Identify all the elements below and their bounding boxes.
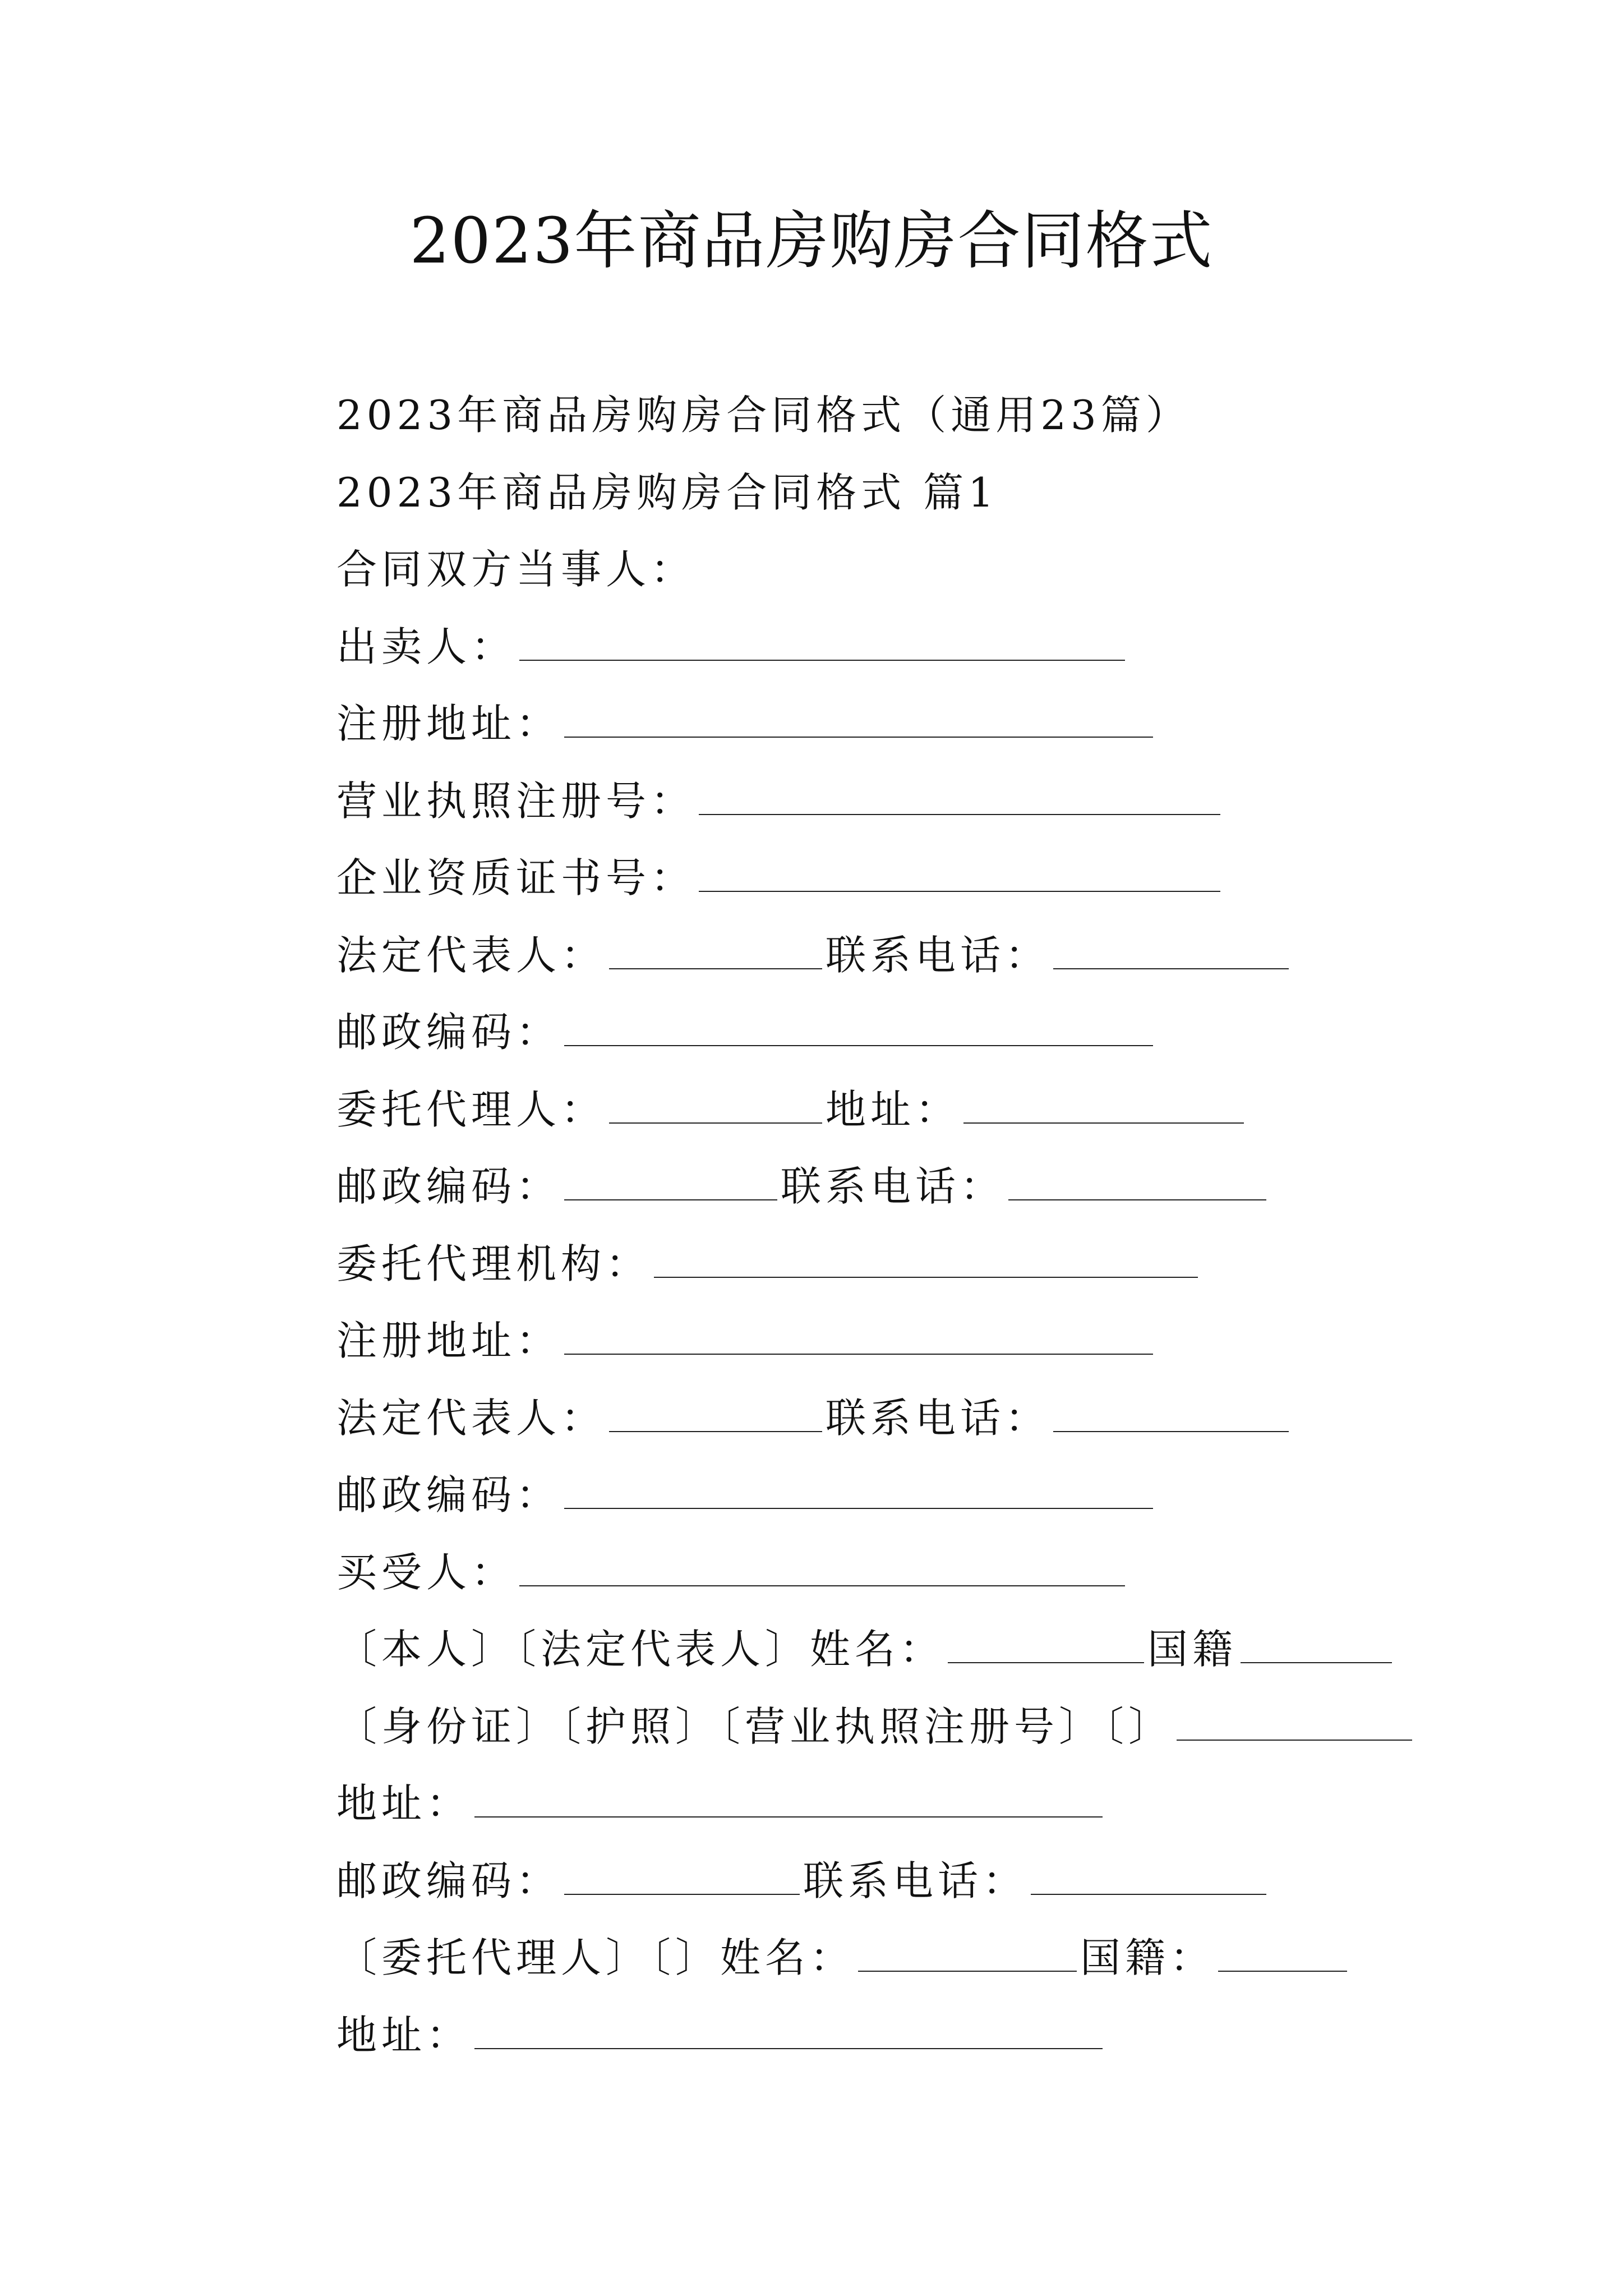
fill-in-blank [699, 854, 1220, 892]
fill-in-blank [564, 1317, 1153, 1355]
text-line [336, 994, 1458, 1071]
line-text: 地址： [336, 2011, 472, 2059]
line-text: 注册地址： [336, 1317, 561, 1364]
text-line [336, 685, 1458, 763]
line-text: 合同双方当事人： [336, 546, 696, 593]
fill-in-blank [609, 1394, 822, 1432]
line-text: 〔委托代理人〕〔〕姓名： [336, 1934, 855, 1981]
text-line [336, 609, 1458, 686]
line-text: 2023年商品房购房合同格式 篇1 [336, 468, 998, 516]
text-line [336, 1843, 1458, 1920]
fill-in-blank [564, 1008, 1153, 1046]
fill-in-blank [609, 931, 822, 969]
line-text: 地址： [826, 1085, 961, 1133]
line-text: 法定代表人： [336, 1394, 606, 1442]
text-line [336, 377, 1458, 454]
text-line [336, 1457, 1458, 1534]
line-text: 委托代理人： [336, 1085, 606, 1133]
document-body [336, 377, 1458, 2074]
fill-in-blank [564, 1471, 1153, 1509]
text-line [336, 1303, 1458, 1380]
text-line [336, 454, 1458, 532]
fill-in-blank [948, 1625, 1144, 1663]
fill-in-blank [564, 1857, 800, 1895]
line-text: 法定代表人： [336, 931, 606, 979]
line-text: 国籍： [1080, 1934, 1215, 1981]
text-line [336, 1611, 1458, 1688]
line-text: 联系电话： [781, 1163, 1006, 1210]
text-line [336, 1226, 1458, 1303]
fill-in-blank [519, 1548, 1125, 1586]
line-text: 邮政编码： [336, 1471, 561, 1519]
fill-in-blank [564, 1162, 777, 1200]
text-line [336, 531, 1458, 609]
line-text: 〔本人〕〔法定代表人〕姓名： [336, 1626, 945, 1673]
fill-in-blank [1008, 1162, 1266, 1200]
text-line [336, 1688, 1458, 1766]
line-text: 2023年商品房购房合同格式（通用23篇） [336, 392, 1191, 439]
fill-in-blank [858, 1934, 1077, 1972]
fill-in-blank [474, 2011, 1103, 2049]
line-text: 出卖人： [336, 623, 517, 670]
line-text: 营业执照注册号： [336, 777, 696, 825]
fill-in-blank [519, 623, 1125, 661]
text-line [336, 1765, 1458, 1843]
fill-in-blank [1031, 1857, 1266, 1895]
line-text: 邮政编码： [336, 1857, 561, 1904]
line-text: 联系电话： [826, 931, 1050, 979]
line-text: 买受人： [336, 1548, 517, 1596]
line-text: 注册地址： [336, 700, 561, 747]
fill-in-blank [1053, 931, 1289, 969]
document-title: 2023年商品房购房合同格式 [409, 205, 1214, 278]
fill-in-blank [1177, 1703, 1412, 1741]
fill-in-blank [654, 1240, 1198, 1278]
line-text: 委托代理机构： [336, 1240, 651, 1287]
text-line [336, 840, 1458, 917]
fill-in-blank [474, 1779, 1103, 1818]
text-line [336, 1920, 1458, 1997]
line-text: 企业资质证书号： [336, 854, 696, 901]
line-text: 联系电话： [826, 1394, 1050, 1442]
line-text: 邮政编码： [336, 1009, 561, 1056]
fill-in-blank [1218, 1934, 1347, 1972]
line-text: 国籍 [1147, 1626, 1238, 1673]
fill-in-blank [963, 1085, 1244, 1124]
text-line [336, 917, 1458, 995]
fill-in-blank [1053, 1394, 1289, 1432]
text-line [336, 763, 1458, 840]
line-text: 地址： [336, 1780, 472, 1827]
text-line [336, 1534, 1458, 1612]
text-line [336, 1380, 1458, 1457]
line-text: 〔身份证〕〔护照〕〔营业执照注册号〕〔〕 [336, 1703, 1174, 1750]
fill-in-blank [1241, 1625, 1392, 1663]
text-line [336, 1997, 1458, 2074]
fill-in-blank [699, 777, 1220, 815]
fill-in-blank [564, 700, 1153, 738]
text-line [336, 1071, 1458, 1149]
fill-in-blank [609, 1085, 822, 1124]
text-line [336, 1148, 1458, 1226]
line-text: 联系电话： [803, 1857, 1028, 1904]
line-text: 邮政编码： [336, 1163, 561, 1210]
